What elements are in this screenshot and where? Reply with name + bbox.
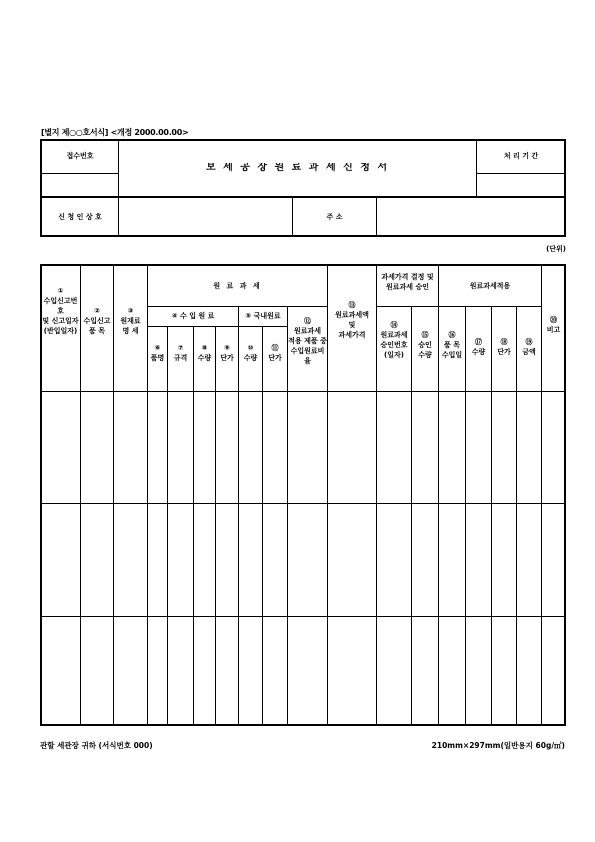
footer-left: 관할 세관장 귀하 (서식번호 000) <box>40 741 153 750</box>
col-remarks: ⑳ 비고 <box>546 316 561 334</box>
subgroup-imported: ④ 수 입 원 료 <box>171 312 215 320</box>
col-apply-price: ⑱ 단가 <box>497 338 511 356</box>
col-tax-amount: ⑬ 원료과세액 및 과세가격 <box>335 301 369 339</box>
col-approved-quantity: ⑮ 승인 수량 <box>418 331 432 359</box>
subgroup-domestic: ⑤ 국내원료 <box>245 312 281 320</box>
col-product-name: ⑥ 품명 <box>150 344 165 362</box>
receipt-number-label: 접수번호 <box>66 152 94 160</box>
group-approval: 과세가격 결정 및 원료과세 승인 <box>381 273 434 291</box>
col-unit-price: ⑨ 단가 <box>220 344 234 362</box>
col-domestic-price: ⑪ 단가 <box>268 344 282 362</box>
col-approval-number: ⑭ 원료과세 승인번호 (일자) <box>380 321 408 359</box>
col-apply-quantity: ⑰ 수량 <box>471 338 486 356</box>
col-import-ratio: ⑫ 원료과세 적용 제품 중 수입원료비율 <box>288 317 327 365</box>
col-quantity: ⑧ 수량 <box>197 344 212 362</box>
form-code: [별지 제○○호서식] <개정 2000.00.00> <box>41 128 189 137</box>
group-apply: 원료과세적용 <box>469 282 511 290</box>
col-raw-material: ③ 원재료 명 세 <box>120 307 141 335</box>
company-name-label: 신 청 인 상 호 <box>58 213 102 221</box>
col-domestic-quantity: ⑩ 수량 <box>243 344 258 362</box>
processing-period-label: 처 리 기 간 <box>503 152 539 160</box>
footer-right: 210mm×297mm(일반용지 60g/㎡) <box>431 741 565 750</box>
form-title: 보 세 공 장 원 료 과 세 신 청 서 <box>205 163 390 173</box>
col-import-item: ② 수입신고 품 목 <box>83 307 111 335</box>
col-import-declaration: ① 수입신고번호 및 신고일자 (반입일자) <box>42 287 79 335</box>
group-raw-material-tax: 원 료 과 세 <box>213 282 262 290</box>
unit-label: (단위) <box>546 245 566 253</box>
address-label: 주 소 <box>326 213 343 221</box>
col-apply-amount: ⑲ 금액 <box>522 338 536 356</box>
col-spec: ⑦ 규격 <box>173 344 188 362</box>
col-apply-item: ⑯ 품 목 수입일 <box>441 331 463 359</box>
